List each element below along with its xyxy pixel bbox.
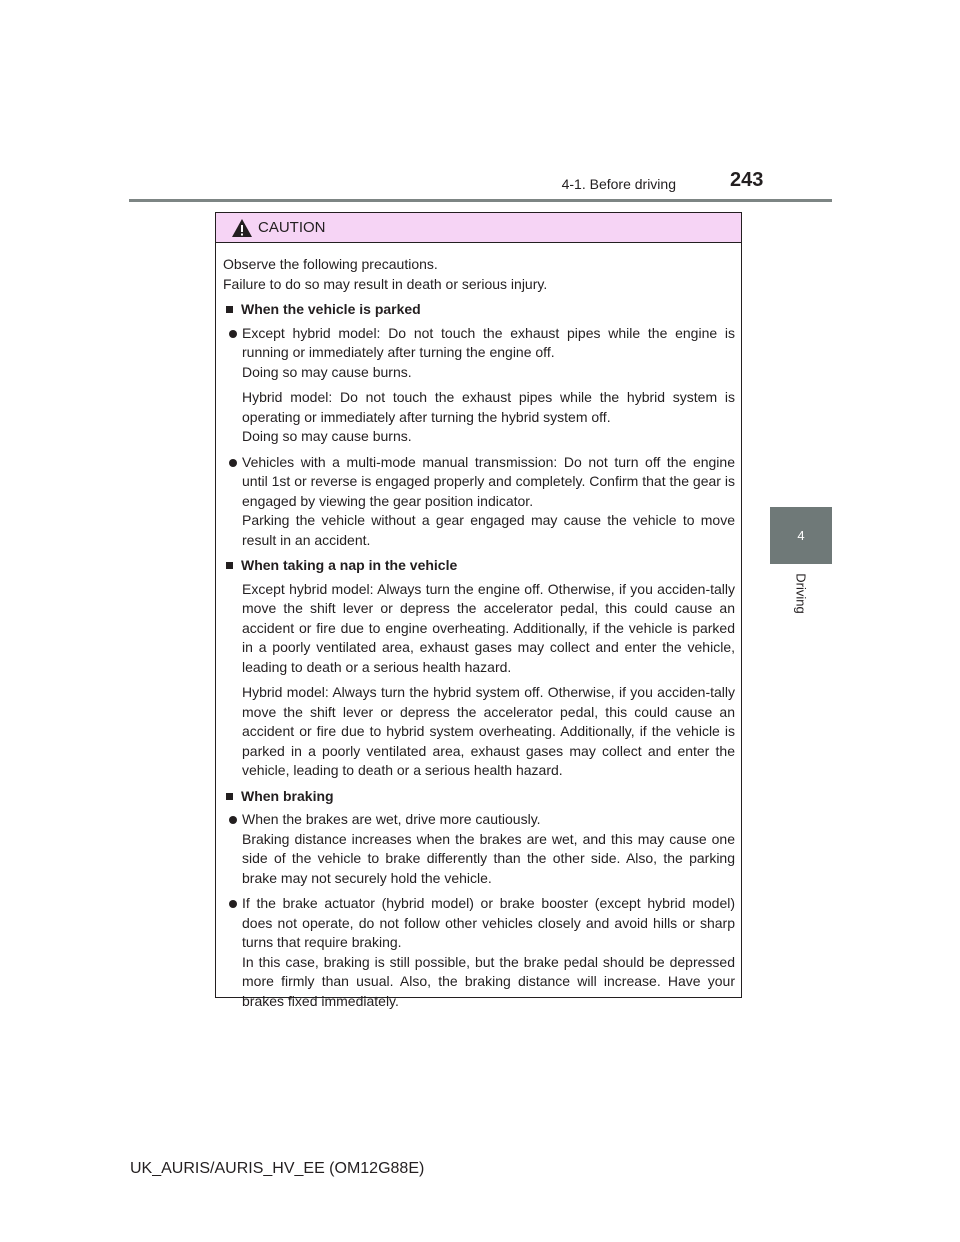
chapter-label bbox=[770, 563, 832, 623]
list-item bbox=[223, 324, 735, 383]
braking-bullet-2: If the brake actuator (hybrid model) or brake booster (except hybrid model) does not operate, do not follow other vehicles closely and avoid hills or sharp turns that require braking. bbox=[242, 895, 735, 950]
document-code: UK_AURIS/AURIS_HV_EE (OM12G88E) bbox=[130, 1160, 425, 1177]
braking-bullet-2-note: In this case, braking is still possible, but the brake pedal should be depressed more firmly than usual. Also, the braking distance will increase. Have your brakes fixed immediately. bbox=[242, 953, 735, 1009]
page-number: 243 bbox=[730, 169, 764, 191]
caution-header bbox=[216, 213, 741, 243]
parked-hybrid-note: Doing so may cause burns. bbox=[242, 428, 412, 444]
chapter-number: 4 bbox=[797, 528, 805, 543]
caution-body bbox=[216, 243, 741, 1011]
caution-box bbox=[215, 212, 742, 1009]
chapter-label-text: Driving bbox=[793, 572, 809, 614]
list-item bbox=[223, 388, 735, 447]
round-bullet-icon bbox=[229, 459, 237, 467]
parked-bullet-2: Vehicles with a multi-mode manual transmission: Do not turn off the engine until 1st or reverse is engaged properly and completely. Confirm that the gear is engaged by viewing the gear position indicator. bbox=[242, 453, 735, 509]
round-bullet-icon bbox=[229, 900, 237, 908]
header-divider bbox=[129, 199, 832, 202]
square-bullet-icon bbox=[226, 793, 233, 800]
nap-paragraph-2: Hybrid model: Always turn the hybrid system off. Otherwise, if you acciden-tally move the shift lever or depress the accelerator pedal, this could cause an accident or fire due to hybrid system overheating. Additionally, if the vehicle is parked in a poorly ventilated area, exhaust gases may collect and enter the vehicle, leading to death or a serious health hazard. bbox=[242, 684, 735, 778]
section-heading-braking: When braking bbox=[223, 787, 735, 807]
chapter-tab[interactable] bbox=[770, 507, 832, 564]
parked-bullet-1: Except hybrid model: Do not touch the exhaust pipes while the engine is running or immediately after turning the engine off. bbox=[242, 324, 735, 360]
intro-line-2: Failure to do so may result in death or serious injury. bbox=[223, 275, 548, 292]
round-bullet-icon bbox=[229, 816, 237, 824]
section-heading-parked: When the vehicle is parked bbox=[223, 300, 735, 320]
list-item bbox=[223, 453, 735, 551]
list-item bbox=[223, 810, 735, 888]
square-bullet-icon bbox=[226, 562, 233, 569]
section-title: 4-1. Before driving bbox=[561, 176, 676, 192]
caution-title: CAUTION bbox=[258, 219, 326, 236]
square-bullet-icon bbox=[226, 306, 233, 313]
braking-bullet-1-note: Braking distance increases when the brakes are wet, and this may cause one side of the vehicle to brake differently than the other side. Also, the parking brake may not securely hold the vehicle. bbox=[242, 830, 735, 886]
parked-bullet-1-note: Doing so may cause burns. bbox=[242, 363, 412, 380]
section-heading-nap: When taking a nap in the vehicle bbox=[223, 556, 735, 576]
warning-triangle-icon bbox=[231, 218, 253, 238]
braking-bullet-1: When the brakes are wet, drive more cautiously. bbox=[242, 811, 541, 827]
parked-bullet-2-note: Parking the vehicle without a gear engaged may cause the vehicle to move result in an accident. bbox=[242, 512, 735, 548]
intro-line-1: Observe the following precautions. bbox=[223, 256, 438, 272]
parked-hybrid-text: Hybrid model: Do not touch the exhaust pipes while the hybrid system is operating or immediately after turning the hybrid system off. bbox=[242, 389, 735, 425]
round-bullet-icon bbox=[229, 330, 237, 338]
list-item bbox=[223, 894, 735, 1011]
nap-paragraph-1: Except hybrid model: Always turn the engine off. Otherwise, if you acciden-tally move the shift lever or depress the accelerator pedal, this could cause an accident or fire due to engine overheating. Additionally, if the vehicle is parked in a poorly ventilated area, exhaust gases may collect and enter the vehicle, leading to death or a serious health hazard. bbox=[242, 580, 735, 675]
